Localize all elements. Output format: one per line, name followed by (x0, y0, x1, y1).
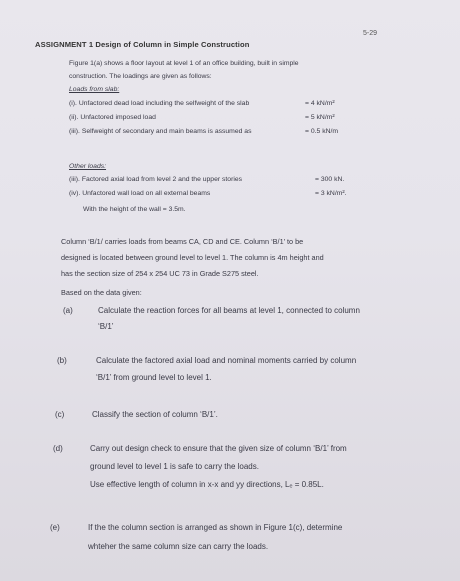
question-a-line: ‘B/1’ (98, 322, 114, 331)
column-para-line: Column ‘B/1/ carries loads from beams CA, CD and CE. Column ‘B/1’ to be (61, 237, 304, 246)
other-item-label: (iii). Factored axial load from level 2 and the upper stories (69, 176, 243, 183)
question-label-c: (c) (55, 410, 65, 419)
question-b-line: Calculate the factored axial load and nominal moments carried by column (96, 356, 357, 365)
question-label-e: (e) (50, 523, 60, 532)
intro-line-2: construction. The loadings are given as follows: (69, 73, 212, 80)
slab-item-label: (i). Unfactored dead load including the selfweight of the slab (69, 100, 250, 107)
question-label-b: (b) (57, 356, 67, 365)
question-d-line: Use effective length of column in x-x and yy directions, Lₑ = 0.85L. (90, 480, 324, 489)
slab-item-label: (ii). Unfactored imposed load (69, 114, 156, 121)
based-on-text: Based on the data given: (61, 288, 142, 297)
slab-item-value: = 4 kN/m² (305, 100, 335, 107)
other-item-label: (iv). Unfactored wall load on all external beams (69, 190, 211, 197)
slab-loads-heading: Loads from slab: (69, 86, 120, 93)
assignment-heading: ASSIGNMENT 1 Design of Column in Simple Construction (35, 40, 250, 49)
other-loads-heading: Other loads: (69, 163, 107, 170)
question-c-line: Classify the section of column ‘B/1’. (92, 410, 218, 419)
intro-line-1: Figure 1(a) shows a floor layout at level 1 of an office building, built in simple (69, 60, 299, 67)
slab-item-value: = 0.5 kN/m (305, 128, 339, 135)
question-label-d: (d) (53, 444, 63, 453)
wall-height-note: With the height of the wall = 3.5m. (83, 206, 186, 213)
question-label-a: (a) (63, 306, 73, 315)
slab-item-label: (iii). Selfweight of secondary and main beams is assumed as (69, 128, 252, 135)
question-d-line: ground level to level 1 is safe to carry the loads. (90, 462, 259, 471)
question-a-line: Calculate the reaction forces for all beams at level 1, connected to column (98, 306, 360, 315)
question-b-line: ‘B/1’ from ground level to level 1. (96, 373, 212, 382)
column-para-line: has the section size of 254 x 254 UC 73 in Grade S275 steel. (61, 269, 259, 278)
slab-item-value: = 5 kN/m² (305, 114, 335, 121)
question-e-line: whteher the same column size can carry the loads. (88, 542, 269, 551)
question-d-line: Carry out design check to ensure that the given size of column ‘B/1’ from (90, 444, 347, 453)
question-e-line: If the the column section is arranged as shown in Figure 1(c), determine (88, 523, 343, 532)
column-para-line: designed is located between ground level to level 1. The column is 4m height and (61, 253, 324, 262)
other-item-value: = 300 kN. (315, 176, 345, 183)
page-number: 5-29 (363, 30, 378, 37)
other-item-value: = 3 kN/m². (315, 190, 347, 197)
